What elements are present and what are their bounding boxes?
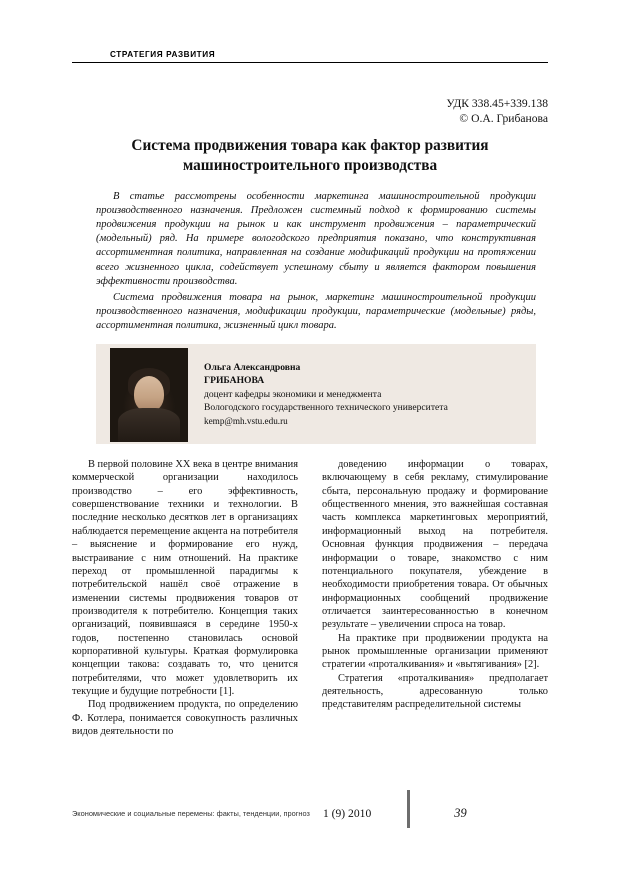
- footer-issue-number: 1 (9) 2010: [322, 806, 372, 820]
- udc-block: [446, 96, 548, 127]
- udc-code: УДК 338.45+339.138: [446, 97, 548, 110]
- author-last-name: ГРИБАНОВА: [204, 375, 265, 387]
- footer-journal-name: Экономические и социальные перемены: факты, тенденции, прогноз: [72, 808, 310, 818]
- author-email: kemp@mh.vstu.edu.ru: [204, 415, 288, 426]
- abstract-text: В статье рассмотрены особенности маркетинга машиностроительной продукции производственного назначения. Предложен системный подход к формированию системы продвижения продукции на рынок и как инструмент продвижения – параметрический (модельный) ряд. На примере вологодского предприятия показано, что конструктивная ассортиментная политика, направленная на создание модификаций продукции на протяжении всего жизненного цикла, содействует успешному сбыту и является фактором повышения эффективности производства.: [96, 191, 536, 287]
- page-footer: [72, 798, 548, 828]
- body-columns: [72, 458, 548, 780]
- author-first-name: Ольга Александровна: [204, 362, 301, 373]
- author-position: доцент кафедры экономики и менеджмента: [204, 388, 382, 400]
- running-head-label: СТРАТЕГИЯ РАЗВИТИЯ: [110, 50, 216, 59]
- right-column: [322, 458, 548, 780]
- author-affiliation: Вологодского государственного технического университета: [204, 402, 448, 414]
- author-portrait-image: [110, 348, 188, 442]
- paragraph: В первой половине XX века в центре внимания коммерческой организации находилось производство – его эффективность, совершенствование техники и технологии. В последние несколько десятков лет в организациях наблюдается перемещение акцента на потребителя – выяснение и формирование его нужд, выстраивание с ним отношений. На практике переход от промышленной парадигмы к потребительской нашёл своё отражение в изменении системы продвижения товаров от производителя к потребителю. Концепция таких организаций, появившаяся в середине 1950-х годов, постепенно становилась основой корпоративной культуры. Краткая формулировка концепции такова: создавать то, что ценится потребителями, что может удовлетворить их текущие и будущие потребности [1].: [72, 459, 298, 698]
- footer-page-number: 39: [454, 805, 467, 820]
- footer-divider-bar: [407, 790, 410, 828]
- title-line-2: машиностроительного производства: [182, 157, 438, 175]
- keywords-text: Система продвижения товара на рынок, маркетинг машиностроительной продукции производственного назначения, модификации продукции, параметрические (модельные) ряды, ассортиментная политика, жизненный цикл товара.: [96, 292, 536, 332]
- copyright-line: © О.А. Грибанова: [459, 112, 548, 126]
- paragraph: На практике при продвижении продукта на рынок промышленные организации применяют стратегии «проталкивания» и «вытягивания» [2].: [322, 632, 548, 671]
- header-rule: [72, 62, 548, 63]
- paragraph: доведению информации о товарах, включающему в себя рекламу, стимулирование сбыта, персональную продажу и формирование общественного мнения, это важнейшая составная часть комплекса маркетинговых мероприятий, информационный выход на потребителя. Основная функция продвижения – передача информации о товаре, знакомство с ним потенциального покупателя, убеждение в необходимости приобретения товара. От обычных информационных сообщений продвижение отличается заинтересованностью в конечном результате – увеличении спроса на товар.: [322, 459, 548, 631]
- paragraph: Стратегия «проталкивания» предполагает деятельность, адресованную только представителям распределительной системы: [322, 672, 548, 711]
- portrait-face-shape: [134, 376, 164, 412]
- title-line-1: Система продвижения товара как фактор развития: [131, 137, 489, 154]
- paragraph: Под продвижением продукта, по определению Ф. Котлера, понимается совокупность различных видов деятельности по: [72, 699, 298, 738]
- running-head-area: [72, 50, 548, 63]
- page-title: [72, 136, 548, 177]
- author-details: [204, 361, 524, 428]
- left-column: [72, 458, 298, 780]
- author-info-block: [96, 344, 536, 444]
- portrait-body-shape: [118, 408, 180, 442]
